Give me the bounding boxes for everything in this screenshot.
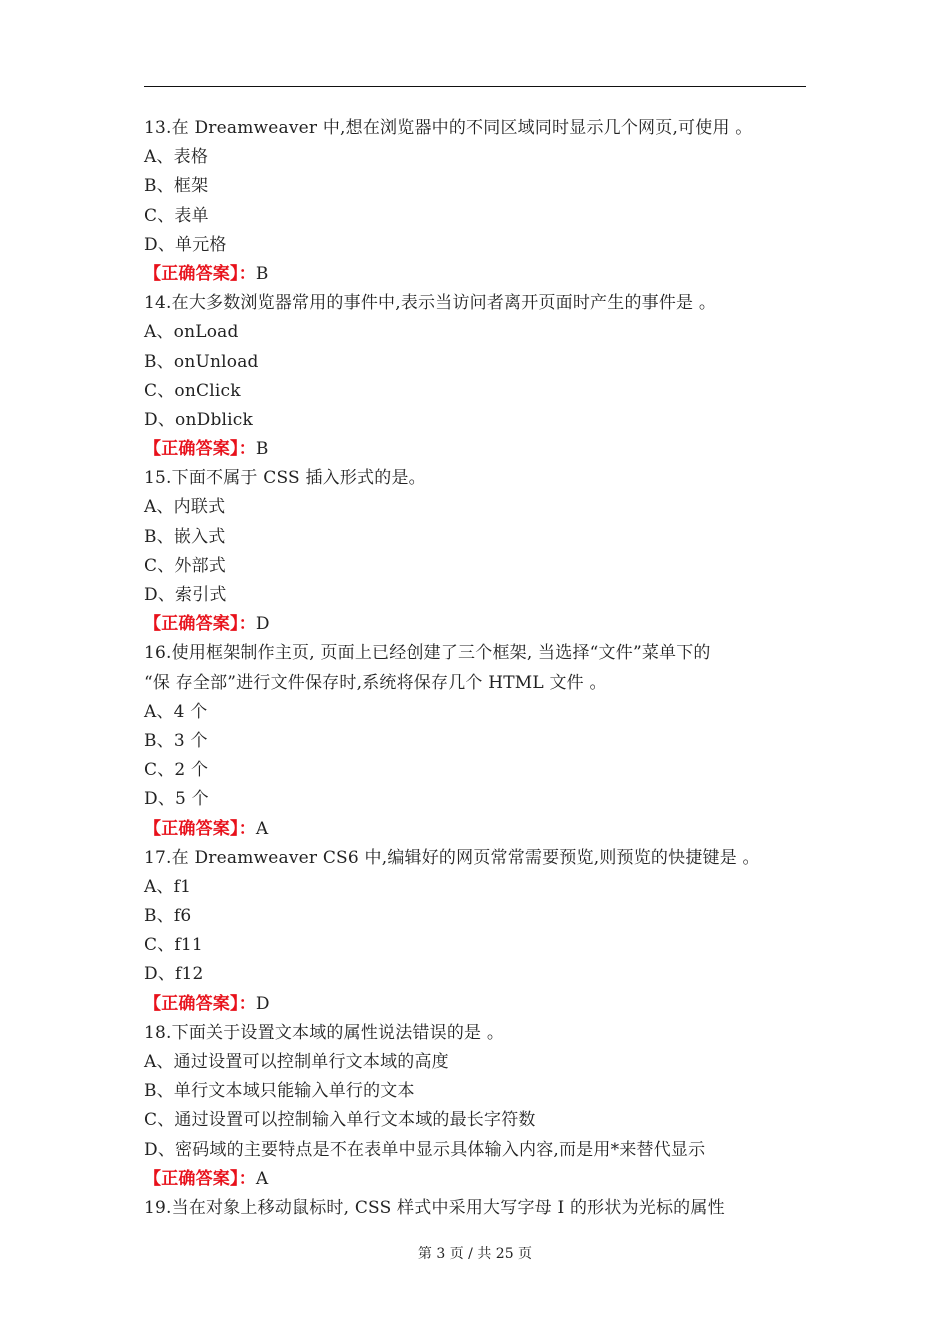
question-17 — [144, 844, 824, 1019]
question-13-option-c: C、表单 — [144, 205, 209, 226]
question-13 — [144, 114, 824, 289]
question-17-option-a: A、f1 — [144, 876, 192, 897]
answer-value: B — [255, 439, 269, 460]
question-19-text: 19.当在对象上移动鼠标时, CSS 样式中采用大写字母 I 的形状为光标的属性 — [144, 1197, 725, 1218]
question-13-option-b: B、框架 — [144, 176, 209, 197]
answer-value: A — [255, 1168, 269, 1189]
question-18-option-b: B、单行文本域只能输入单行的文本 — [144, 1081, 415, 1102]
question-15-option-b: B、嵌入式 — [144, 526, 226, 547]
question-13-text: 13.在 Dreamweaver 中,想在浏览器中的不同区域同时显示几个网页,可使用 。 — [144, 118, 753, 138]
question-13-answer — [144, 260, 824, 289]
question-14-option-c: C、onClick — [144, 380, 241, 401]
question-14-option-d: D、onDblick — [144, 409, 254, 430]
question-list — [144, 114, 824, 1223]
answer-label: 【正确答案】： — [144, 818, 256, 839]
question-15 — [144, 464, 824, 639]
question-15-option-c: C、外部式 — [144, 555, 227, 576]
question-14-option-a: A、onLoad — [144, 322, 239, 343]
page-number-footer: 第 3 页 / 共 25 页 — [417, 1246, 533, 1262]
question-16-answer — [144, 815, 824, 844]
answer-value: D — [255, 993, 270, 1014]
answer-value: B — [255, 263, 269, 284]
question-15-option-a: A、内联式 — [144, 497, 226, 518]
question-14-text: 14.在大多数浏览器常用的事件中,表示当访问者离开页面时产生的事件是 。 — [144, 293, 717, 314]
question-17-option-b: B、f6 — [144, 906, 192, 927]
question-18-text: 18.下面关于设置文本域的属性说法错误的是 。 — [144, 1022, 505, 1043]
question-16-option-b: B、3 个 — [144, 730, 208, 751]
question-18-answer — [144, 1165, 824, 1194]
question-18-option-c: C、通过设置可以控制输入单行文本域的最长字符数 — [144, 1110, 536, 1131]
answer-label: 【正确答案】： — [144, 263, 256, 284]
question-14-answer — [144, 435, 824, 464]
question-15-answer — [144, 610, 824, 639]
answer-label: 【正确答案】： — [144, 439, 256, 460]
question-14 — [144, 289, 824, 464]
answer-label: 【正确答案】： — [144, 614, 256, 635]
question-16 — [144, 639, 824, 843]
answer-label: 【正确答案】： — [144, 1168, 256, 1189]
answer-value: A — [255, 818, 269, 839]
question-15-text: 15.下面不属于 CSS 插入形式的是。 — [144, 468, 426, 489]
question-16-text-line-1: 16.使用框架制作主页, 页面上已经创建了三个框架, 当选择“文件”菜单下的 — [144, 643, 711, 664]
question-19 — [144, 1194, 824, 1223]
header-rule — [144, 86, 806, 87]
question-16-option-a: A、4 个 — [144, 701, 208, 722]
question-17-text: 17.在 Dreamweaver CS6 中,编辑好的网页常常需要预览,则预览的快捷键是 。 — [144, 847, 760, 868]
question-18-option-d: D、密码域的主要特点是不在表单中显示具体输入内容,而是用*来替代显示 — [144, 1139, 706, 1160]
question-18 — [144, 1019, 824, 1194]
question-16-text-line-2: “保 存全部”进行文件保存时,系统将保存几个 HTML 文件 。 — [144, 672, 607, 693]
question-16-option-d: D、5 个 — [144, 789, 209, 810]
question-13-option-a: A、表格 — [144, 147, 209, 168]
question-14-option-b: B、onUnload — [144, 351, 259, 372]
question-18-option-a: A、通过设置可以控制单行文本域的高度 — [144, 1052, 449, 1072]
question-17-option-c: C、f11 — [144, 935, 203, 956]
answer-value: D — [255, 614, 270, 635]
question-13-option-d: D、单元格 — [144, 234, 227, 255]
question-17-answer — [144, 990, 824, 1019]
question-15-option-d: D、索引式 — [144, 585, 227, 605]
answer-label: 【正确答案】： — [144, 993, 256, 1014]
question-16-option-c: C、2 个 — [144, 760, 209, 781]
question-17-option-d: D、f12 — [144, 964, 204, 985]
